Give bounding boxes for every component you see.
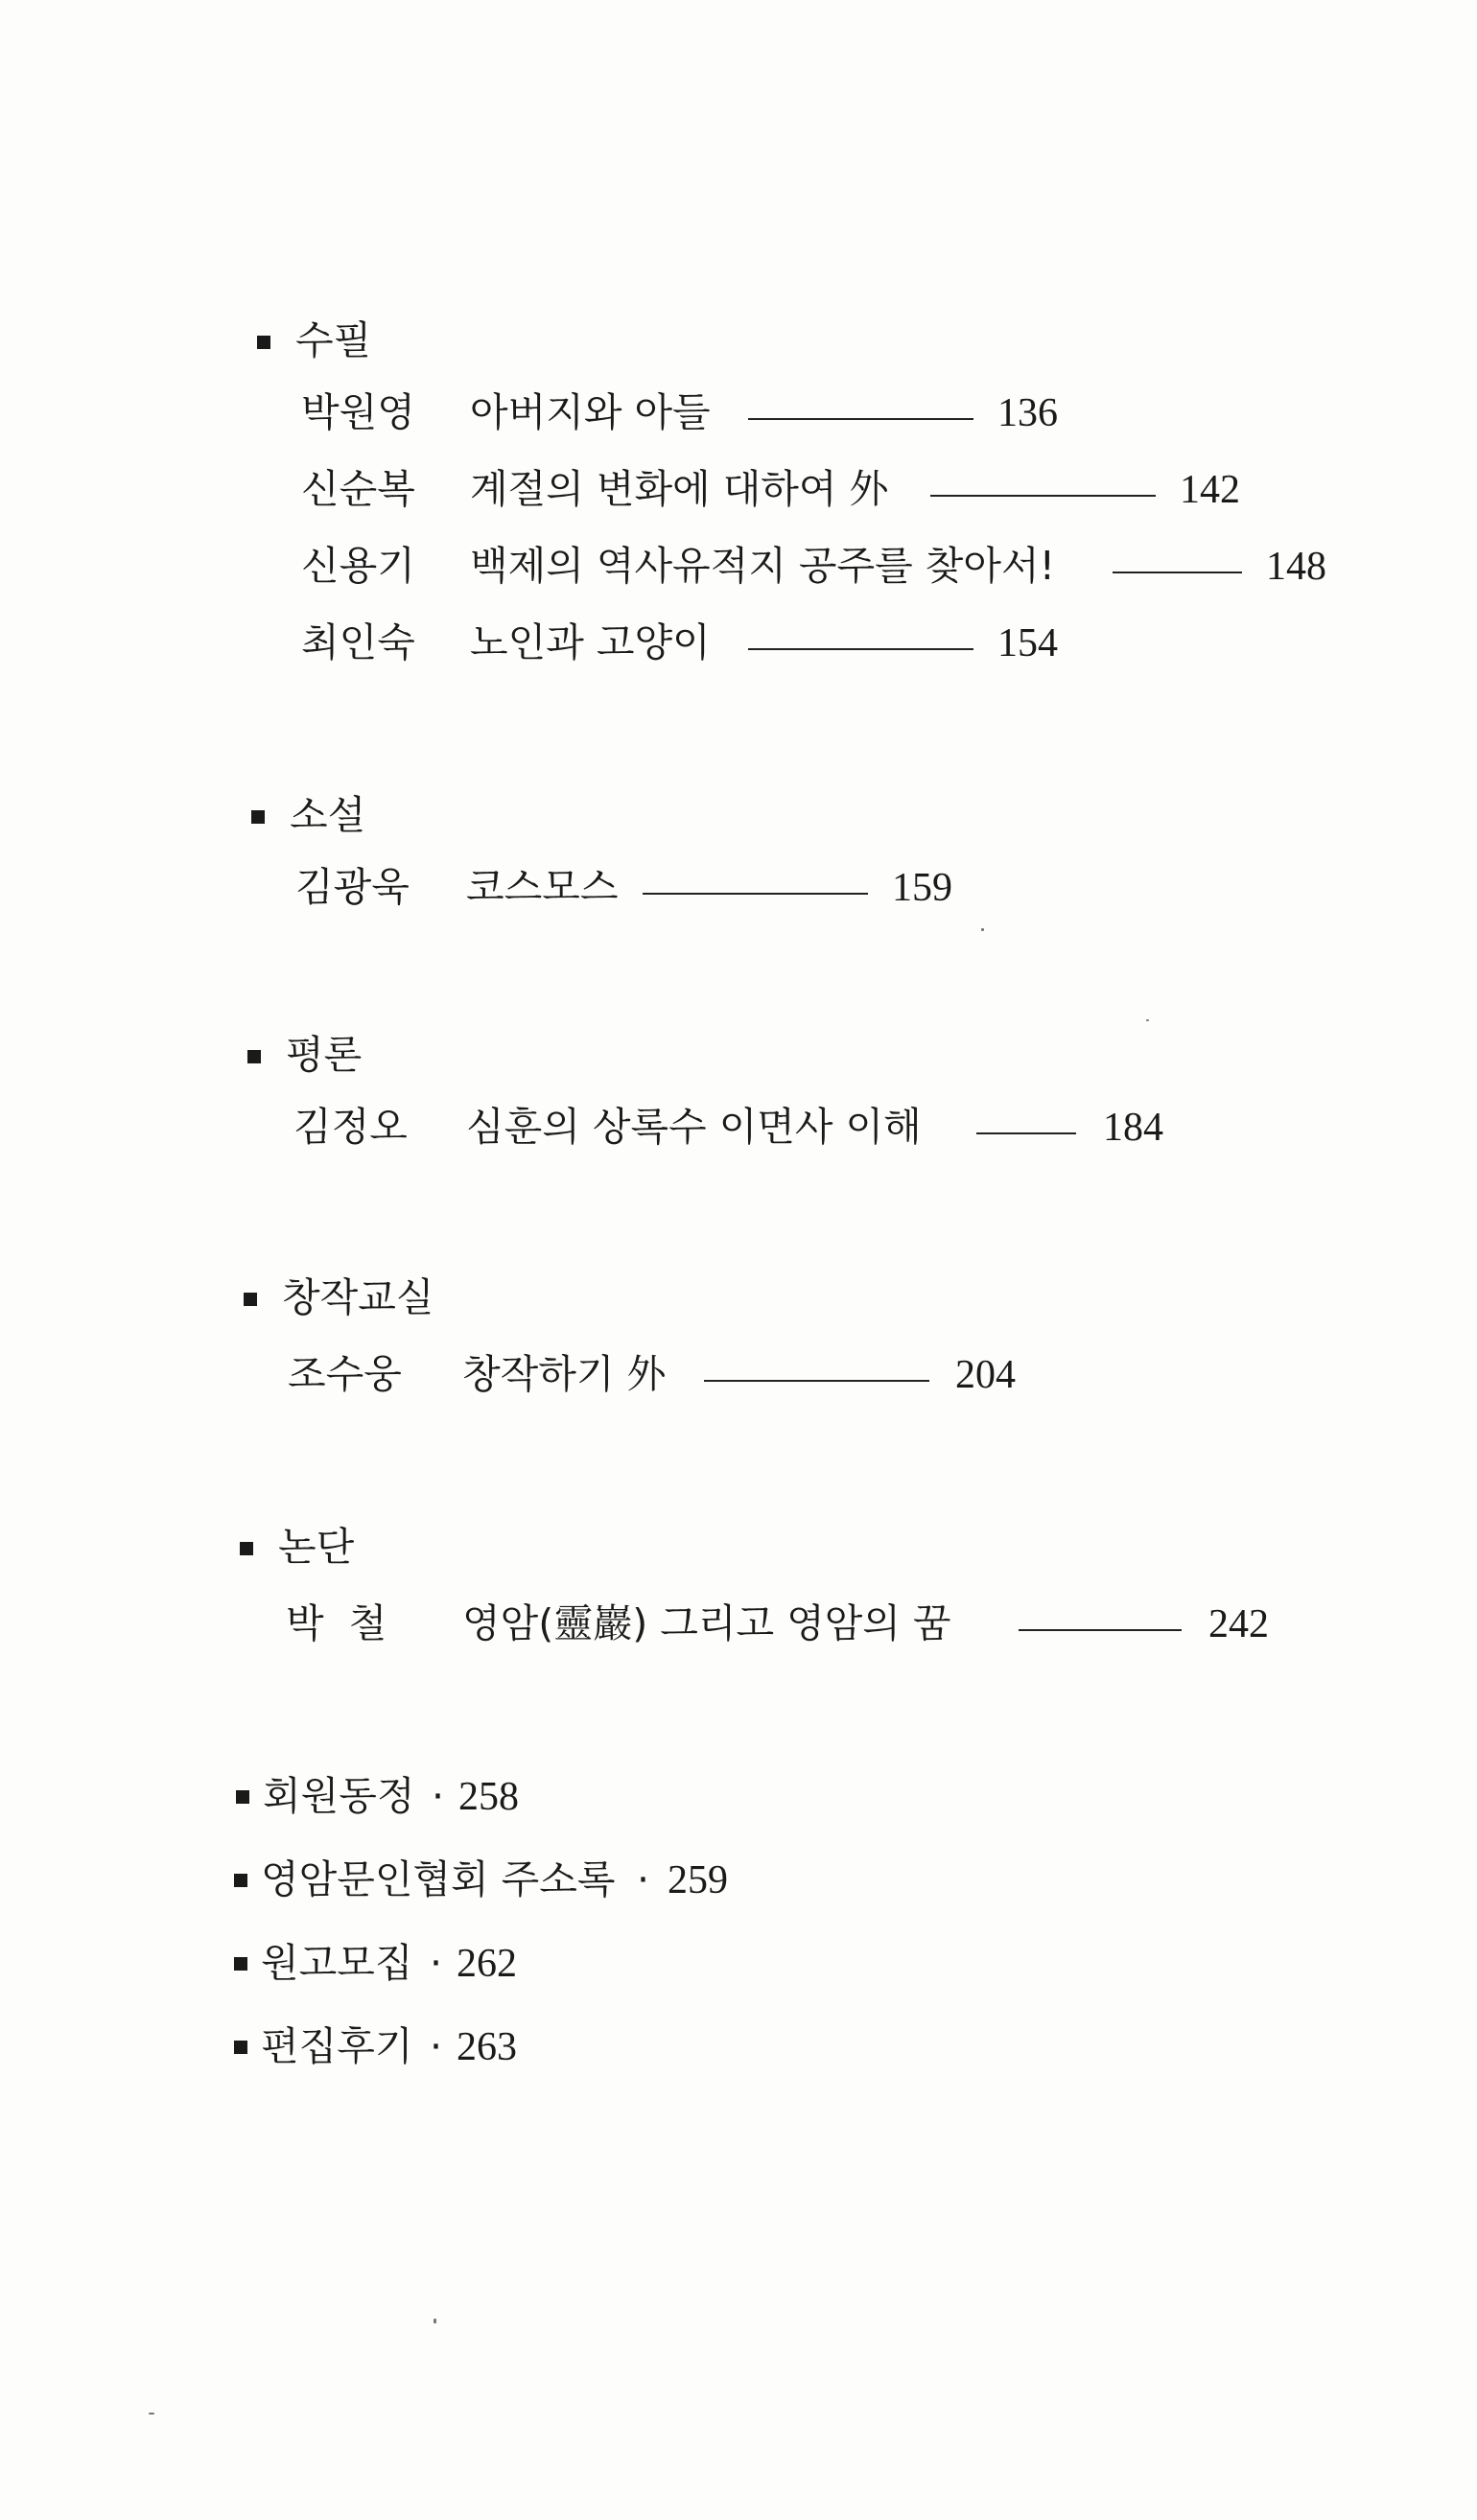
entry-author: 신용기 <box>301 543 415 589</box>
leader-line <box>748 418 973 420</box>
entry-page: 184 <box>1103 1106 1163 1150</box>
section-title: 평론 <box>286 1032 363 1078</box>
scan-speck <box>1146 1019 1149 1021</box>
section-title: 수필 <box>295 317 372 363</box>
entry-title: 영암(靈巖) 그리고 영암의 꿈 <box>462 1600 951 1646</box>
entry-author: 박 철 <box>286 1600 387 1646</box>
entry-page: 204 <box>955 1353 1016 1397</box>
appendix-page: 262 <box>457 1942 517 1986</box>
scan-speck <box>981 928 984 931</box>
square-bullet-icon <box>234 1957 247 1971</box>
entry-title: 백제의 역사유적지 공주를 찾아서! <box>470 543 1056 589</box>
leader-line <box>704 1380 929 1382</box>
entry-author: 김광욱 <box>295 864 410 910</box>
entry-title: 심훈의 상록수 이면사 이해 <box>466 1104 922 1150</box>
appendix-separator: · <box>432 1773 445 1819</box>
scan-speck <box>149 2413 154 2415</box>
leader-line <box>976 1132 1076 1134</box>
leader-line <box>643 893 868 895</box>
leader-line <box>1019 1629 1182 1631</box>
appendix-title: 편집후기 <box>261 2023 413 2069</box>
square-bullet-icon <box>244 1293 257 1306</box>
square-bullet-icon <box>257 336 270 349</box>
entry-author: 신순복 <box>301 466 415 512</box>
entry-page: 142 <box>1180 468 1240 512</box>
entry-page: 148 <box>1266 545 1326 589</box>
square-bullet-icon <box>234 2041 247 2054</box>
appendix-title: 회원동정 <box>263 1773 415 1819</box>
leader-line <box>748 648 973 650</box>
leader-line <box>930 495 1156 497</box>
entry-author: 김정오 <box>293 1104 408 1150</box>
appendix-page: 263 <box>457 2025 517 2069</box>
scan-speck <box>434 2319 436 2323</box>
entry-author: 최인숙 <box>301 619 415 665</box>
appendix-page: 258 <box>458 1775 519 1819</box>
leader-line <box>1113 572 1242 573</box>
appendix-separator: · <box>430 1940 443 1986</box>
entry-title: 코스모스 <box>466 864 619 910</box>
appendix-page: 259 <box>668 1858 728 1902</box>
entry-page: 154 <box>997 621 1058 665</box>
appendix-separator: · <box>430 2023 443 2069</box>
square-bullet-icon <box>240 1542 253 1555</box>
square-bullet-icon <box>247 1050 261 1063</box>
section-title: 논단 <box>278 1524 355 1570</box>
entry-title: 계절의 변화에 대하여 外 <box>470 466 889 512</box>
entry-page: 159 <box>892 866 952 910</box>
entry-title: 노인과 고양이 <box>470 619 711 665</box>
entry-title: 아버지와 아들 <box>470 389 711 435</box>
entry-title: 창작하기 外 <box>462 1351 667 1397</box>
section-title: 창작교실 <box>282 1274 434 1320</box>
entry-page: 136 <box>997 391 1058 435</box>
entry-author: 박원영 <box>301 389 415 435</box>
entry-author: 조수웅 <box>288 1351 402 1397</box>
section-title: 소설 <box>290 792 366 838</box>
square-bullet-icon <box>234 1874 247 1887</box>
appendix-title: 원고모집 <box>261 1940 413 1986</box>
entry-page: 242 <box>1208 1602 1269 1646</box>
square-bullet-icon <box>251 810 265 824</box>
appendix-separator: · <box>637 1856 650 1902</box>
square-bullet-icon <box>236 1790 249 1804</box>
appendix-title: 영암문인협회 주소록 <box>261 1856 616 1902</box>
